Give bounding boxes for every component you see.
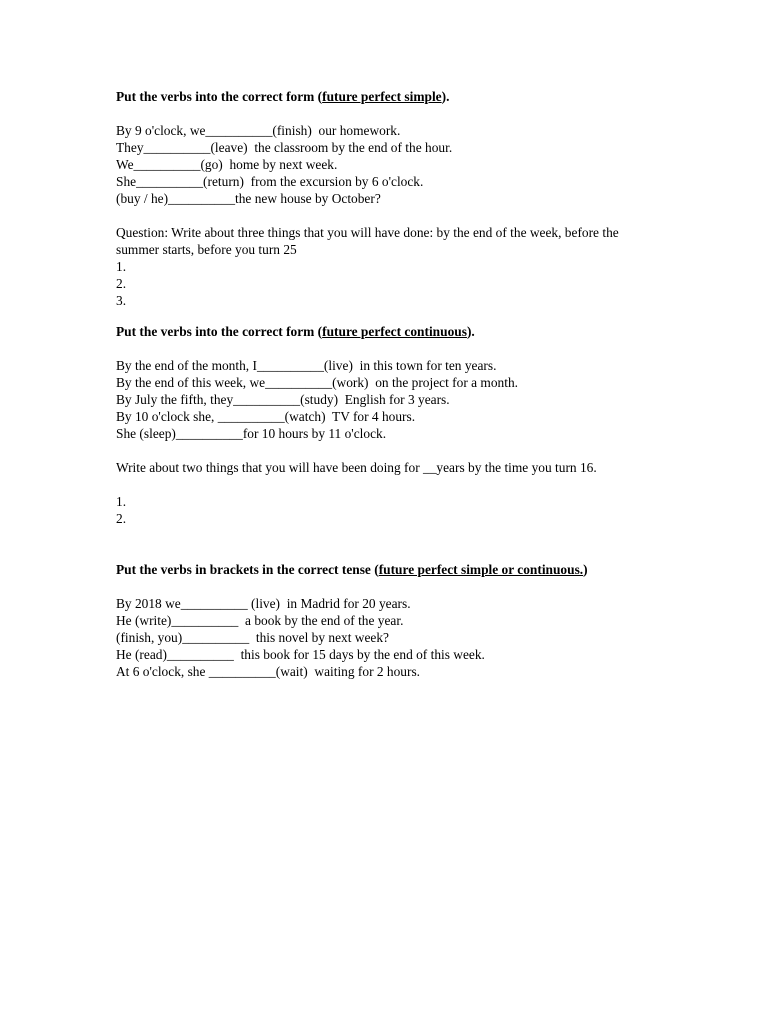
section2-heading: Put the verbs into the correct form (future perfect continuous). xyxy=(116,324,475,339)
worksheet xyxy=(116,88,656,680)
section1-heading: Put the verbs into the correct form (future perfect simple). xyxy=(116,89,450,104)
exercise-sentence: By July the fifth, they__________(study) English for 3 years. xyxy=(116,392,450,407)
exercise-sentence: He (read)__________ this book for 15 days by the end of this week. xyxy=(116,647,485,662)
answer-number: 2. xyxy=(116,511,127,526)
exercise-sentence: They__________(leave) the classroom by the end of the hour. xyxy=(116,140,453,155)
exercise-sentence: She__________(return) from the excursion by 6 o'clock. xyxy=(116,174,424,189)
exercise-sentence: We__________(go) home by next week. xyxy=(116,157,338,172)
exercise-sentence: By 2018 we__________ (live) in Madrid for 20 years. xyxy=(116,596,411,611)
exercise-sentence: By the end of the month, I__________(live) in this town for ten years. xyxy=(116,358,497,373)
exercise-sentence: By the end of this week, we__________(work) on the project for a month. xyxy=(116,375,519,390)
section2-question: Write about two things that you will have been doing for __years by the time you turn 16. xyxy=(116,460,597,475)
answer-number: 3. xyxy=(116,293,127,308)
answer-number: 2. xyxy=(116,276,127,291)
exercise-sentence: He (write)__________ a book by the end of the year. xyxy=(116,613,404,628)
exercise-sentence: By 10 o'clock she, __________(watch) TV for 4 hours. xyxy=(116,409,416,424)
exercise-sentence: (finish, you)__________ this novel by next week? xyxy=(116,630,389,645)
answer-number: 1. xyxy=(116,259,127,274)
answer-number: 1. xyxy=(116,494,127,509)
exercise-sentence: At 6 o'clock, she __________(wait) waiting for 2 hours. xyxy=(116,664,421,679)
exercise-sentence: By 9 o'clock, we__________(finish) our homework. xyxy=(116,123,401,138)
exercise-sentence: She (sleep)__________for 10 hours by 11 o'clock. xyxy=(116,426,387,441)
exercise-sentence: (buy / he)__________the new house by October? xyxy=(116,191,381,206)
section3-heading: Put the verbs in brackets in the correct tense (future perfect simple or continuous.) xyxy=(116,562,588,577)
section1-question: Question: Write about three things that you will have done: by the end of the week, before the summer starts, before you turn 25 xyxy=(116,225,619,257)
